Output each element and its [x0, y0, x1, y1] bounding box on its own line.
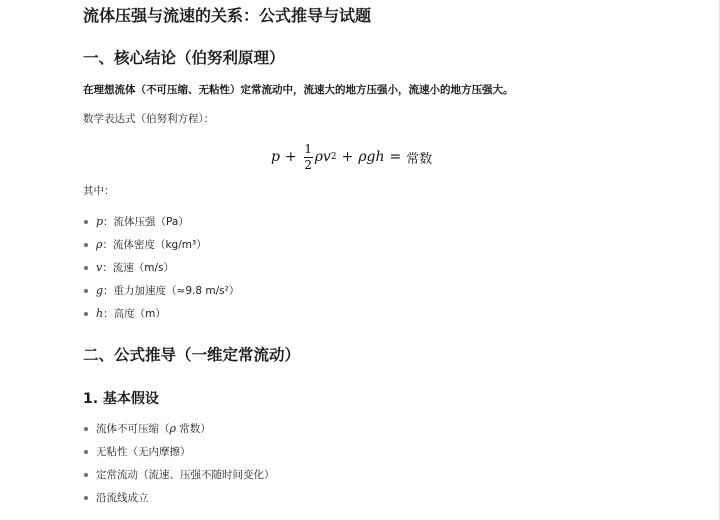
formula-rho-g-h: ρgh: [358, 149, 385, 165]
assumption-text: 定常流动（流速、压强不随时间变化）: [96, 469, 275, 481]
formula-rho-v: ρv: [314, 149, 331, 165]
variable-description: ：流速（m/s）: [102, 262, 174, 274]
variable-description: ：重力加速度（≈9.8 m/s²）: [103, 285, 240, 297]
list-item-variable-v: [83, 260, 239, 283]
list-item-variable-g: [83, 283, 239, 306]
fraction-denominator: 2: [304, 157, 313, 172]
subsection-basic-assumptions-heading: 1. 基本假设: [83, 391, 159, 407]
list-item-assumption: [83, 490, 275, 513]
bullet-dot: [84, 496, 88, 500]
formula-constant: 常数: [406, 151, 433, 167]
bullet-dot: [84, 473, 88, 477]
variable-description: ：流体密度（kg/m³）: [102, 239, 207, 251]
section2-heading: 二、公式推导（一维定常流动）: [83, 346, 301, 364]
formula-plus-2: +: [341, 149, 354, 165]
assumption-text: 流体不可压缩（: [96, 423, 170, 435]
formula-p: p: [271, 149, 280, 165]
formula-fraction-half: [304, 143, 313, 172]
assumption-text: 沿流线成立: [96, 492, 149, 504]
variable-symbol: v: [96, 261, 103, 274]
variable-description: ：流体压强（Pa）: [103, 216, 189, 228]
bullet-dot: [84, 427, 88, 431]
formula-exponent: 2: [330, 152, 337, 162]
bullet-dot: [84, 266, 88, 270]
variable-symbol: h: [96, 307, 104, 320]
bullet-dot: [84, 450, 88, 454]
list-item-assumption: [83, 467, 275, 490]
section1-heading: 一、核心结论（伯努利原理）: [83, 49, 285, 67]
variable-symbol: g: [96, 284, 104, 297]
bernoulli-equation: [271, 139, 432, 175]
formula-plus-1: +: [284, 149, 297, 165]
list-item-variable-p: [83, 214, 239, 237]
list-item-assumption: [83, 421, 275, 444]
variable-symbol: ρ: [96, 238, 103, 251]
list-item-variable-h: [83, 306, 239, 329]
core-conclusion: 在理想流体（不可压缩、无粘性）定常流动中，流速大的地方压强小，流速小的地方压强大。: [83, 84, 514, 96]
list-item-variable-rho: [83, 237, 239, 260]
assumption-symbol: ρ: [169, 422, 176, 435]
variable-list: [83, 214, 239, 329]
list-item-assumption: [83, 444, 275, 467]
assumption-text-suffix: 常数）: [175, 423, 211, 435]
formula-intro: 数学表达式（伯努利方程）：: [83, 113, 215, 125]
bullet-dot: [84, 243, 88, 247]
document-title: 流体压强与流速的关系：公式推导与试题: [83, 6, 372, 25]
assumption-list: [83, 421, 275, 513]
assumption-text: 无粘性（无内摩擦）: [96, 446, 191, 458]
variable-symbol: p: [96, 215, 104, 228]
bullet-dot: [84, 220, 88, 224]
bullet-dot: [84, 289, 88, 293]
fraction-numerator: 1: [304, 141, 313, 156]
where-label: 其中：: [83, 185, 115, 197]
formula-equals: =: [389, 149, 402, 165]
bullet-dot: [84, 312, 88, 316]
variable-description: ：高度（m）: [103, 308, 166, 320]
